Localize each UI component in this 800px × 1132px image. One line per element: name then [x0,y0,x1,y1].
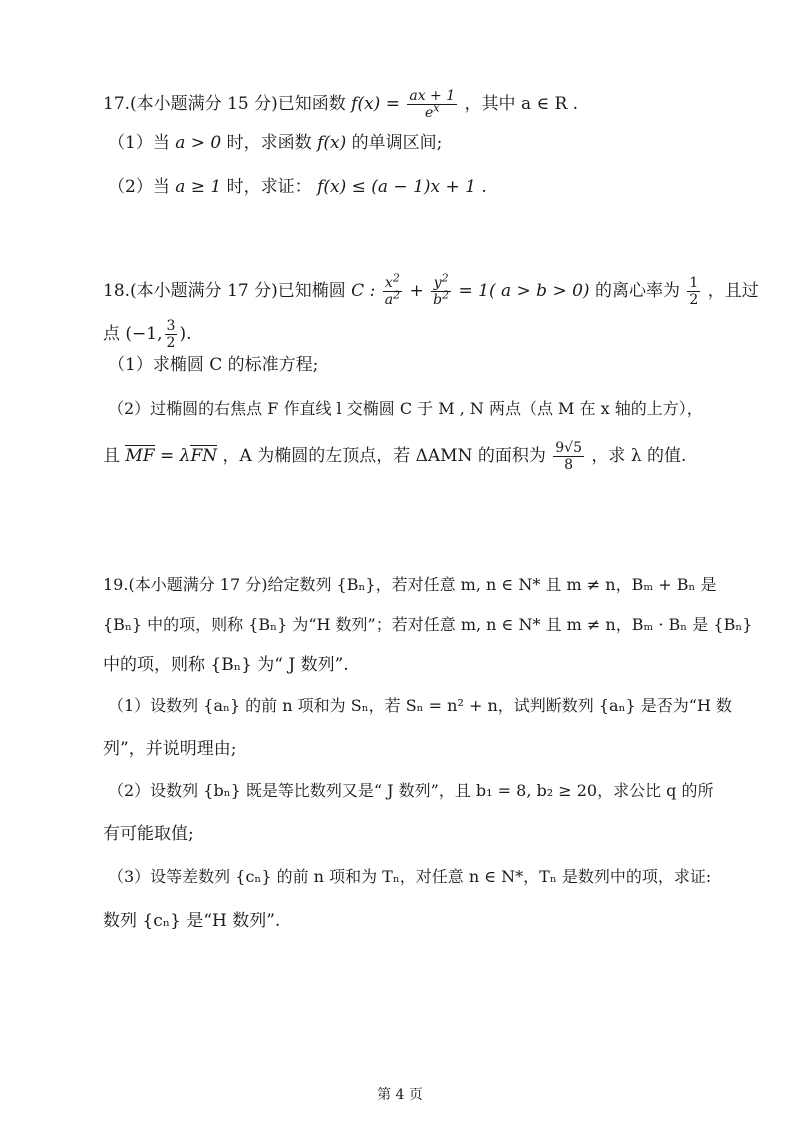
p18-ecc-text: 的离心率为 [594,281,680,301]
p17-fx-den-sup: x [433,101,440,115]
p18-vec-mf: MF [125,446,155,466]
p17-fx-lhs: f(x) = [351,94,400,114]
p19-q3-line1: （3）设等差数列 {cₙ} 的前 n 项和为 Tₙ，对任意 n ∈ N*，Tₙ 是数列中的项，求证: [108,867,712,886]
p18-x2: x [384,275,393,291]
p18-plus: + [409,281,424,301]
p18-q2-l2-c: ，求 λ 的值. [591,446,687,466]
p17-q1-text: 时，求函数 [226,133,312,153]
p19-q1-line1: （1）设数列 {aₙ} 的前 n 项和为 Sₙ，若 Sₙ = n² + n，试判断数列 {aₙ} 是否为“H 数 [108,696,732,715]
p18-point-line [103,318,191,351]
p17-q2-cond: a ≥ 1 [175,177,222,197]
p18-tail1: ，且过 [707,281,759,301]
p19-q2-line2: 有可能取值; [103,824,194,844]
p18-point-prefix: 点 [103,324,120,344]
p18-q2-line1: （2）过椭圆的右焦点 F 作直线 l 交椭圆 C 于 M , N 两点（点 M 在 x 轴的上方）， [108,399,703,418]
p18-area-num: 9√5 [555,440,583,456]
p17-q1-tail: 的单调区间; [351,133,443,153]
p19-q3-line2: 数列 {cₙ} 是“H 数列”. [103,911,281,931]
p18-y2-sup: 2 [441,271,449,285]
p17-q2-prefix: （2）当 [108,177,170,197]
p17-q1-cond: a > 0 [175,133,222,153]
p17-cond: ，其中 a ∈ R . [464,94,579,114]
p18-point-a: (−1, [125,324,163,344]
p18-a2-sup: 2 [393,288,401,302]
p17-fx-num: ax + 1 [409,88,456,104]
p17-q1-fx: f(x) [317,133,347,153]
p18-point-frac [165,318,178,351]
p18-a2-wrap [383,288,402,308]
p17-q2-tail: . [481,177,487,197]
p17-header: 17.(本小题满分 15 分)已知函数 [103,94,346,114]
p18-area-den: 8 [564,457,574,473]
p18-q2-l2-a: 且 [103,446,120,466]
p18-half-den: 2 [689,292,699,308]
p19-line3: 中的项，则称 {Bₙ} 为“ J 数列”. [103,655,349,675]
p19-q1-line2: 列”，并说明理由; [103,739,237,759]
p18-b2-sup: 2 [442,288,450,302]
p18-y2: y [433,275,442,291]
p19-line1: 19.(本小题满分 17 分)给定数列 {Bₙ}，若对任意 m, n ∈ N* 且 m ≠ n，Bₘ + Bₙ 是 [103,575,717,594]
p18-b2-wrap [431,288,451,308]
p17-fx-den: e [424,105,434,121]
p18-half-num: 1 [689,275,699,291]
p18-header: 18.(本小题满分 17 分)已知椭圆 [103,281,346,301]
p18-q2-line2 [103,440,686,473]
p17-fx-den-wrap [407,101,457,121]
p18-eq-tail: = 1( a > b > 0) [458,281,590,301]
p19-q2-line1: （2）设数列 {bₙ} 既是等比数列又是“ J 数列”，且 b₁ = 8, b₂ ≥ 20，求公比 q 的所 [108,781,714,800]
p18-header-line [103,271,759,308]
p18-a2: a [384,292,394,308]
p17-q2-text: 时，求证： [226,177,312,197]
p17-q1-line [108,132,442,154]
p18-vec-fn: FN [190,446,218,466]
p17-fraction [407,88,457,121]
p17-q2-line [108,176,487,198]
p18-q1: （1）求椭圆 C 的标准方程; [108,355,319,375]
p18-b2: b [433,292,443,308]
p18-frac-x [383,271,402,308]
p19-line2: {Bₙ} 中的项，则称 {Bₙ} 为“H 数列”；若对任意 m, n ∈ N* 且 m ≠ n，Bₘ · Bₙ 是 {Bₙ} [103,615,753,634]
p18-x2-sup: 2 [392,271,400,285]
p18-pt-den: 2 [166,335,176,351]
p17-q2-expr: f(x) ≤ (a − 1)x + 1 [317,177,476,197]
p17-q1-prefix: （1）当 [108,133,170,153]
p17-header-line [103,88,578,121]
p18-frac-y [431,271,451,308]
p18-pt-num: 3 [166,318,176,334]
page-number: 第 4 页 [377,1087,423,1103]
p18-half [687,275,700,308]
p18-point-b: ). [179,324,192,344]
p18-q2-l2-b: ，A 为椭圆的左顶点，若 ΔAMN 的面积为 [222,446,546,466]
p18-area-frac [553,440,584,473]
p18-ellipse-c: C : [351,281,376,301]
p18-q2-l2-eq: = λ [160,446,191,466]
